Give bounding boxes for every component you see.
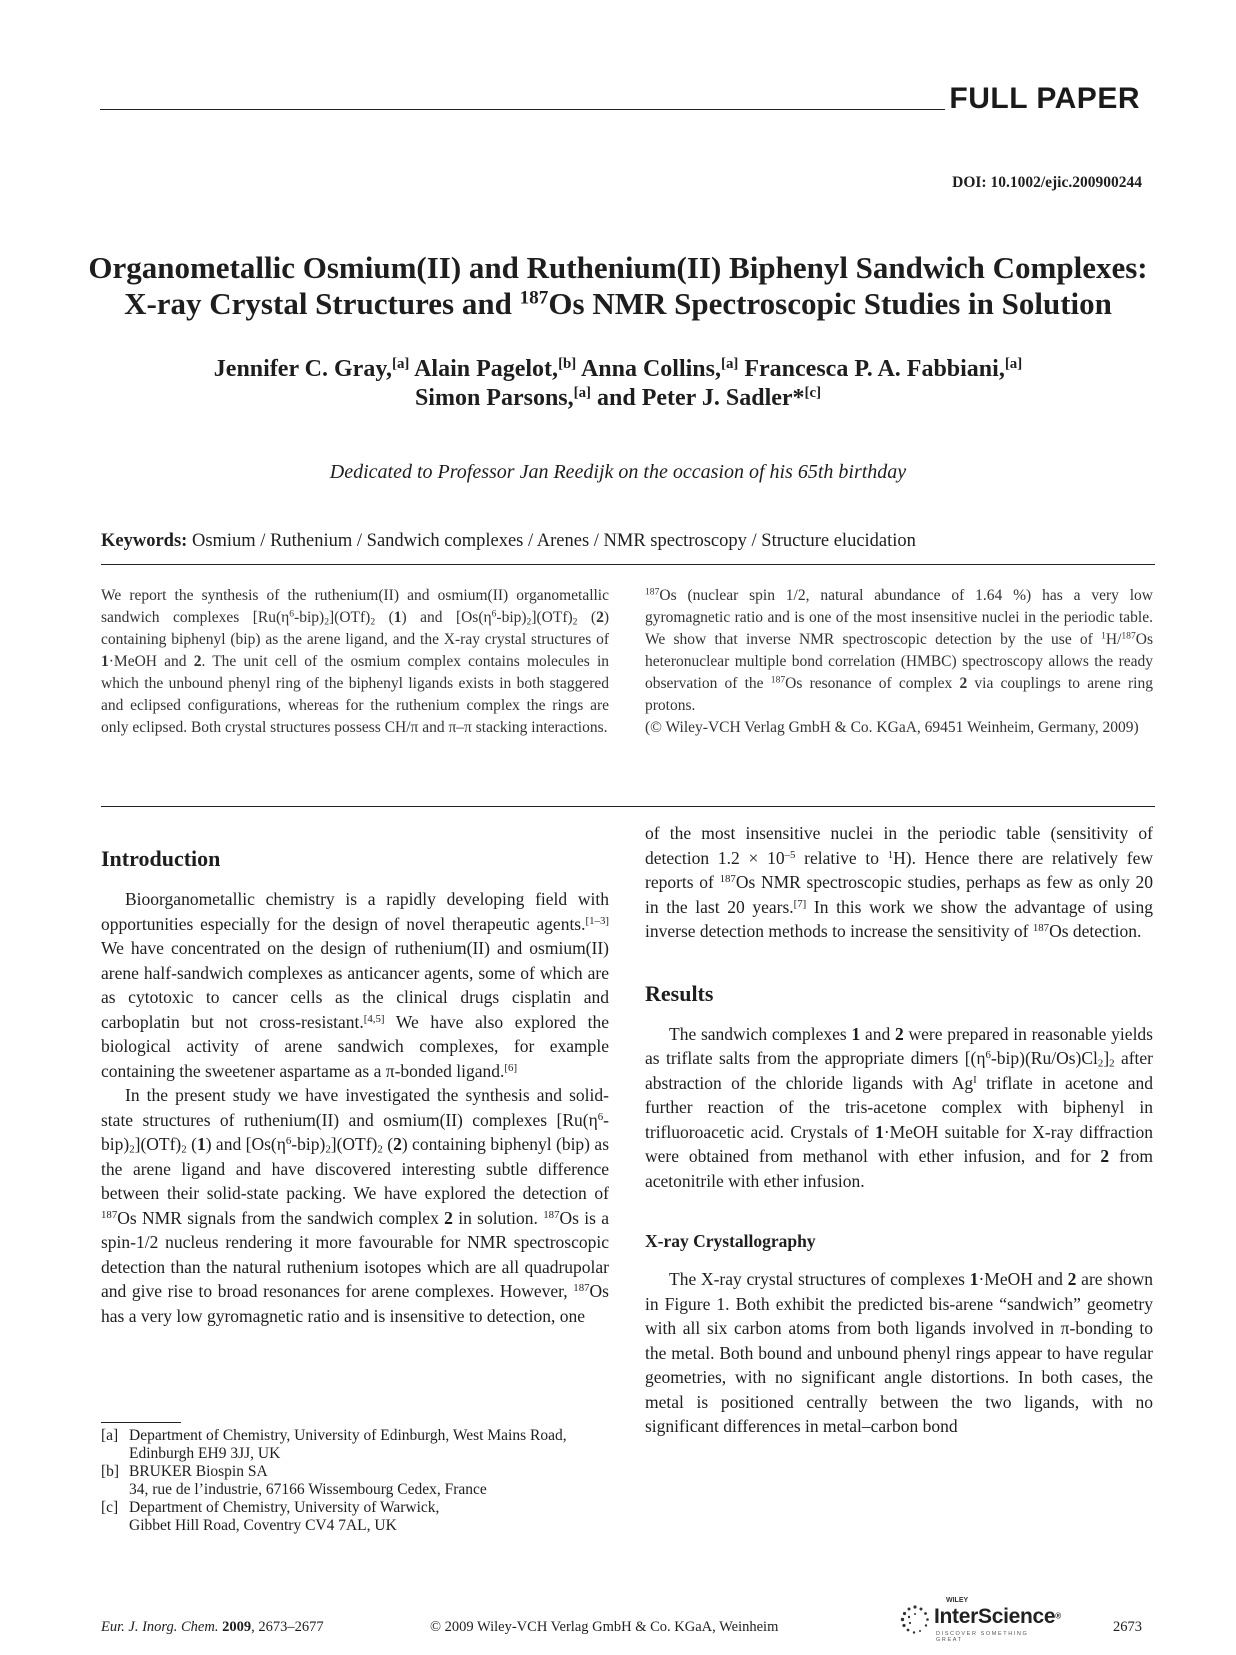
author: Francesca P. A. Fabbiani,[a]: [744, 355, 1023, 382]
globe-dots-icon: [898, 1603, 932, 1637]
header-rule: [100, 109, 945, 110]
author: and Peter J. Sadler*[c]: [597, 384, 822, 411]
author-line-1: [80, 355, 1156, 384]
affiliation-c: [c] Department of Chemistry, University of Warwick, Gibbet Hill Road, Coventry CV4 7AL, UK: [101, 1499, 440, 1534]
author-list: [80, 355, 1156, 413]
logo-tagline: DISCOVER SOMETHING GREAT: [936, 1631, 1029, 1643]
paragraph: The sandwich complexes 1 and 2 were prepared in reasonable yields as triflate salts from the appropriate dimers $[(\eta^6-bip)(Ru/Os)Cl_2]_2$ after abstraction of the chloride ligands with $Ag^I$ triflate in acetone and further reaction of the tris-acetone complex with biphenyl in trifluoroacetic acid. Crystals of 1·MeOH suitable for X-ray diffraction were obtained from methanol with ether infusion, and for 2 from acetonitrile with ether infusion.: [645, 1023, 1154, 1191]
title-line-1: Organometallic Osmium(II) and Ruthenium(II) Biphenyl Sandwich Complexes:: [88, 250, 1148, 285]
keywords-text: Osmium / Ruthenium / Sandwich complexes / Arenes / NMR spectroscopy / Structure elucidation: [191, 531, 916, 551]
paragraph: Bioorganometallic chemistry is a rapidly developing field with opportunities especially for the design of novel therapeutic agents.[1–3] We have concentrated on the design of ruthenium(II) and osmium(II) arene half-sandwich complexes as anticancer agents, some of which are as cytotoxic to cancer cells as the clinical drugs cisplatin and carboplatin but not cross-resistant.[4,5] We have also explored the biological activity of arene sandwich complexes, for example containing the sweetener aspartame as a π-bonded ligand.[6]: [101, 889, 609, 1081]
journal-citation: Eur. J. Inorg. Chem. 2009, 2673–2677: [101, 1619, 324, 1635]
body-column-right: [645, 821, 1153, 1439]
abstract-right: $^{187}$Os (nuclear spin 1/2, natural abundance of 1.64 %) has a very low gyromagnetic ratio and is one of the most insensitive nuclei in the periodic table. We show that inverse NMR spectroscopic detection by the use of $^1$H/$^{187}$Os heteronuclear multiple bond correlation (HMBC) spectroscopy allows the ready observation of the $^{187}$Os resonance of complex 2 via couplings to arene ring protons. (© Wiley-VCH Verlag GmbH & Co. KGaA, 69451 Weinheim, Germany, 2009): [645, 586, 1153, 736]
paragraph: of the most insensitive nuclei in the periodic table (sensitivity of detection $1.2 \times 10^{-5}$ relative to $^1$H). Hence there are relatively few reports of $^{187}$Os NMR spectroscopic studies, perhaps as few as only 20 in the last 20 years.[7] In this work we show the advantage of using inverse detection methods to increase the sensitivity of $^{187}$Os detection.: [645, 823, 1154, 941]
logo-wiley: WILEY: [946, 1597, 969, 1604]
interscience-logo: [898, 1597, 1061, 1643]
affiliations: [101, 1427, 611, 1535]
dedication: Dedicated to Professor Jan Reedijk on the occasion of his 65th birthday: [329, 461, 907, 483]
affiliation-a: [a] Department of Chemistry, University of Edinburgh, West Mains Road, Edinburgh EH9 3JJ, UK: [101, 1427, 567, 1462]
subsection-heading-xray: X-ray Crystallography: [645, 1231, 816, 1251]
paragraph: In the present study we have investigated the synthesis and solid-state structures of ruthenium(II) and osmium(II) complexes $[Ru(\eta^6-bip)_2](OTf)_2$ (1) and $[Os(\eta^6-bip)_2](OTf)_2$ (2) containing biphenyl (bip) as the arene ligand and have discovered interesting subtle difference between their solid-state packing. We have explored the detection of $^{187}$Os NMR signals from the sandwich complex 2 in solution. $^{187}$Os is a spin-1/2 nucleus rendering it more favourable for NMR spectroscopic detection than the natural ruthenium isotopes which are all quadrupolar and give rise to broad resonances for arene complexes. However, $^{187}$Os has a very low gyromagnetic ratio and is insensitive to detection, one: [101, 1085, 610, 1326]
section-heading-results: Results: [645, 980, 714, 1006]
footer-copyright: © 2009 Wiley-VCH Verlag GmbH & Co. KGaA, Weinheim: [430, 1619, 779, 1635]
doi: DOI: 10.1002/ejic.200900244: [952, 174, 1142, 191]
logo-wordmark: InterScience®: [934, 1605, 1061, 1628]
author-line-2: [80, 384, 1156, 413]
keywords: [101, 531, 916, 552]
body-column-left: [101, 845, 609, 1328]
abstract-bottom-rule: [101, 806, 1155, 807]
footnote-rule: [101, 1422, 181, 1423]
page-number: 2673: [1113, 1619, 1142, 1635]
abstract-left: We report the synthesis of the ruthenium(II) and osmium(II) organometallic sandwich complexes $[Ru(\eta^6-bip)_2](OTf)_2$ (1) and $[Os(\eta^6-bip)_2](OTf)_2$ (2) containing biphenyl (bip) as the arene ligand, and the X-ray crystal structures of 1·MeOH and 2. The unit cell of the osmium complex contains molecules in which the unbound phenyl ring of the biphenyl ligands exists in both staggered and eclipsed configurations, whereas for the ruthenium complex the rings are only eclipsed. Both crystal structures possess CH/π and π–π stacking interactions.: [101, 587, 610, 736]
author: Anna Collins,[a]: [580, 355, 739, 382]
paragraph: The X-ray crystal structures of complexes 1·MeOH and 2 are shown in Figure 1. Both exhibit the predicted bis-arene “sandwich” geometry with all six carbon atoms from both ligands involved in π-bonding to the metal. Both bound and unbound phenyl rings appear to have regular geometries, with no significant angle distortions. In both cases, the metal is positioned centrally between the two ligands, with no significant differences in metal–carbon bond: [645, 1269, 1154, 1436]
section-label: FULL PAPER: [949, 82, 1140, 115]
section-heading-introduction: Introduction: [101, 846, 221, 871]
author: Alain Pagelot,[b]: [414, 355, 577, 382]
author: Jennifer C. Gray,[a]: [213, 355, 410, 382]
abstract-copyright: (© Wiley-VCH Verlag GmbH & Co. KGaA, 69451 Weinheim, Germany, 2009): [645, 719, 1139, 736]
paper-title: [80, 250, 1156, 322]
abstract-top-rule: [101, 564, 1155, 565]
author: Simon Parsons,[a]: [414, 384, 591, 411]
title-line-2: X-ray Crystal Structures and $^{187}$Os NMR Spectroscopic Studies in Solution: [124, 286, 1112, 321]
affiliation-b: [b] BRUKER Biospin SA 34, rue de l’industrie, 67166 Wissembourg Cedex, France: [101, 1463, 487, 1498]
keywords-label: Keywords:: [101, 531, 188, 551]
